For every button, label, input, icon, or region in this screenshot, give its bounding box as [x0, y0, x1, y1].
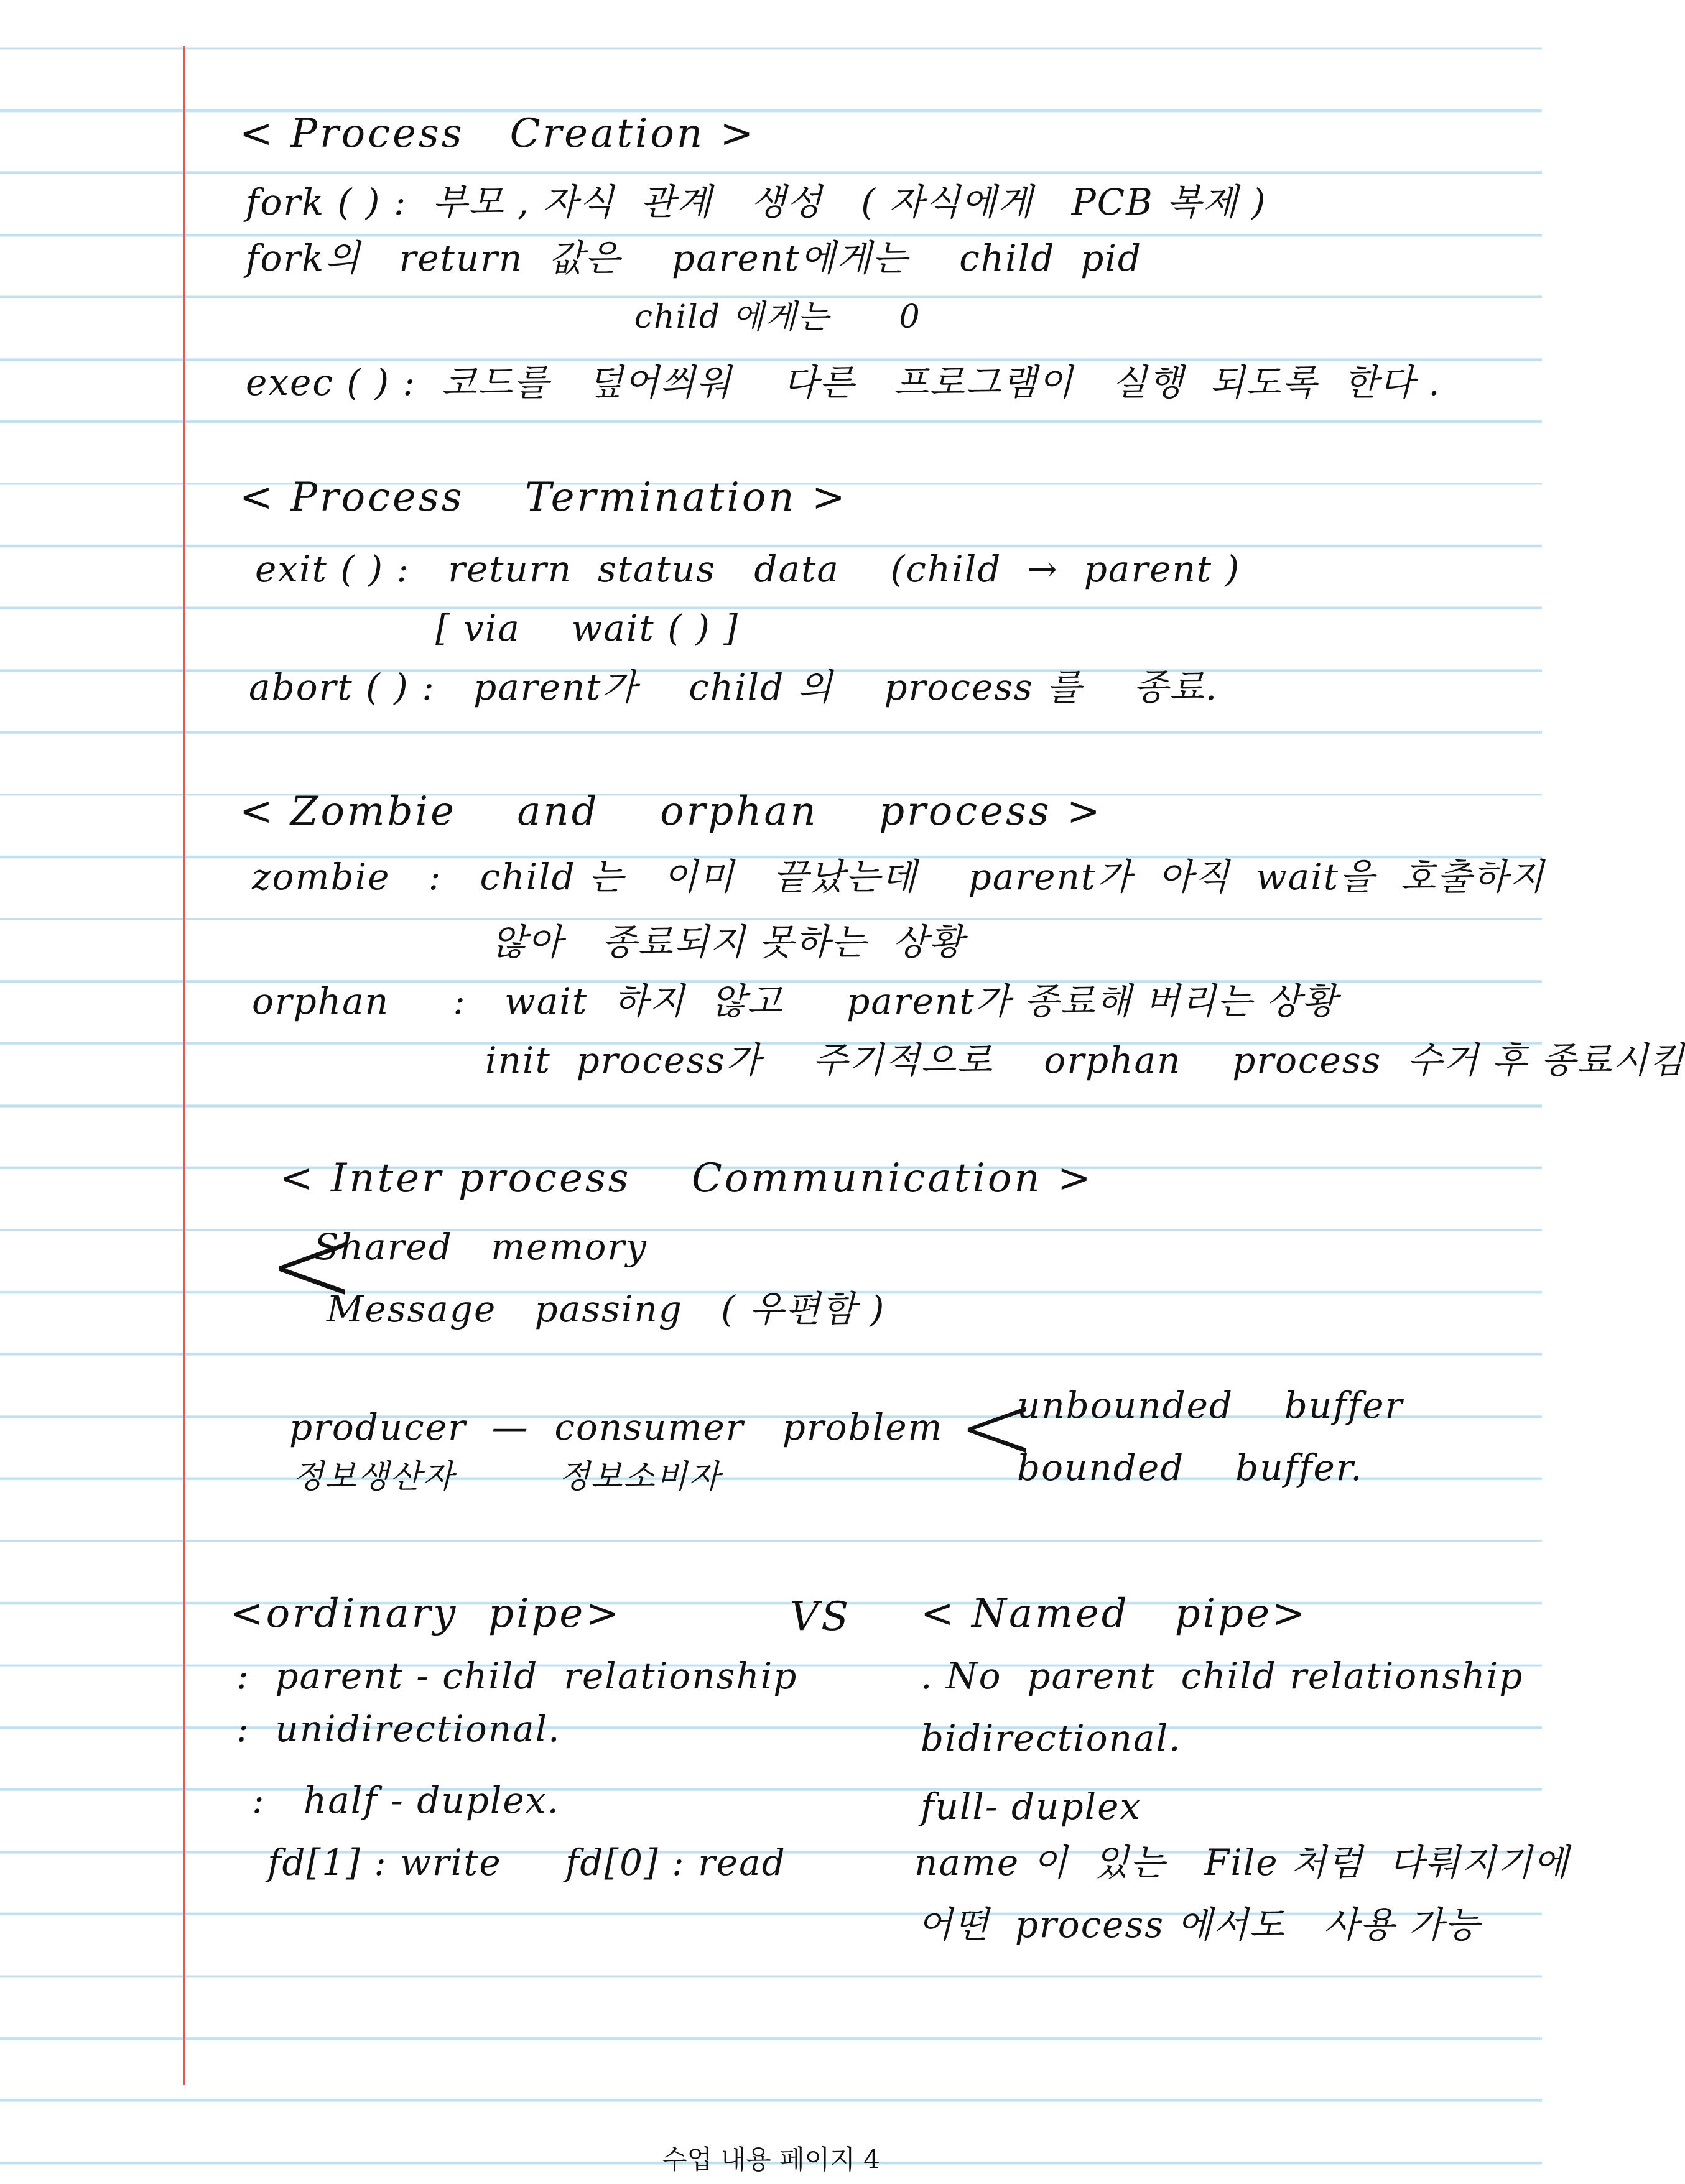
named-pipe-item-5: 어떤 process 에서도 사용 가능 — [917, 1904, 1481, 1946]
exit-line: exit ( ) : return status data (child → parent ) — [255, 548, 1241, 590]
named-pipe-title: < Named pipe> — [921, 1591, 1308, 1637]
zombie-line-2: 않아 종료되지 못하는 상황 — [491, 921, 965, 963]
orphan-line-1: orphan : wait 하지 않고 parent가 종료해 버리는 상황 — [252, 980, 1339, 1022]
ordinary-pipe-title: <ordinary pipe> — [230, 1591, 621, 1637]
producer-consumer-sub: 정보생산자 정보소비자 — [292, 1458, 722, 1496]
producer-consumer-line: producer — consumer problem — [289, 1406, 944, 1448]
named-pipe-item-2: bidirectional. — [921, 1717, 1182, 1759]
named-pipe-item-4: name 이 있는 File 처럼 다뤄지기에 — [914, 1841, 1570, 1884]
section-title-zombie-orphan: < Zombie and orphan process > — [239, 789, 1103, 835]
page-footer: 수업 내용 페이지 4 — [662, 2144, 880, 2175]
ipc-shared-memory: Shared memory — [314, 1226, 648, 1268]
ordinary-pipe-item-2: : unidirectional. — [236, 1708, 561, 1750]
fork-return-line: fork의 return 값은 parent에게는 child pid — [246, 237, 1143, 279]
orphan-line-2: init process가 주기적으로 orphan process 수거 후 종료시킴 — [485, 1039, 1685, 1081]
section-title-ipc: < Inter process Communication > — [280, 1155, 1093, 1201]
zombie-line-1: zombie : child 는 이미 끝났는데 parent가 아직 wait을 호출하지 — [252, 856, 1546, 898]
section-title-process-termination: < Process Termination > — [239, 474, 848, 521]
ipc-message-passing: Message passing ( 우편함 ) — [327, 1288, 886, 1330]
unbounded-buffer: unbounded buffer — [1017, 1384, 1404, 1427]
via-wait-line: [ via wait ( ) ] — [435, 607, 739, 649]
fork-child-line: child 에게는 0 — [634, 298, 921, 336]
ipc-brace: < — [267, 1204, 356, 1327]
ordinary-pipe-item-4: fd[1] : write fd[0] : read — [267, 1841, 786, 1884]
ordinary-pipe-item-3: : half - duplex. — [252, 1779, 560, 1821]
bounded-buffer: bounded buffer. — [1017, 1446, 1363, 1489]
named-pipe-item-3: full- duplex — [921, 1785, 1142, 1828]
abort-line: abort ( ) : parent가 child 의 process 를 종료. — [249, 666, 1218, 708]
named-pipe-item-1: . No parent child relationship — [921, 1655, 1524, 1697]
versus-label: VS — [790, 1594, 852, 1640]
fork-line: fork ( ) : 부모 , 자식 관계 생성 ( 자식에게 PCB 복제 ) — [246, 181, 1267, 223]
buffer-brace: < — [958, 1373, 1036, 1481]
ordinary-pipe-item-1: : parent - child relationship — [236, 1655, 798, 1697]
exec-line: exec ( ) : 코드를 덮어씌워 다른 프로그램이 실행 되도록 한다 . — [246, 361, 1441, 404]
margin-line — [183, 46, 185, 2085]
section-title-process-creation: < Process Creation > — [239, 111, 756, 157]
